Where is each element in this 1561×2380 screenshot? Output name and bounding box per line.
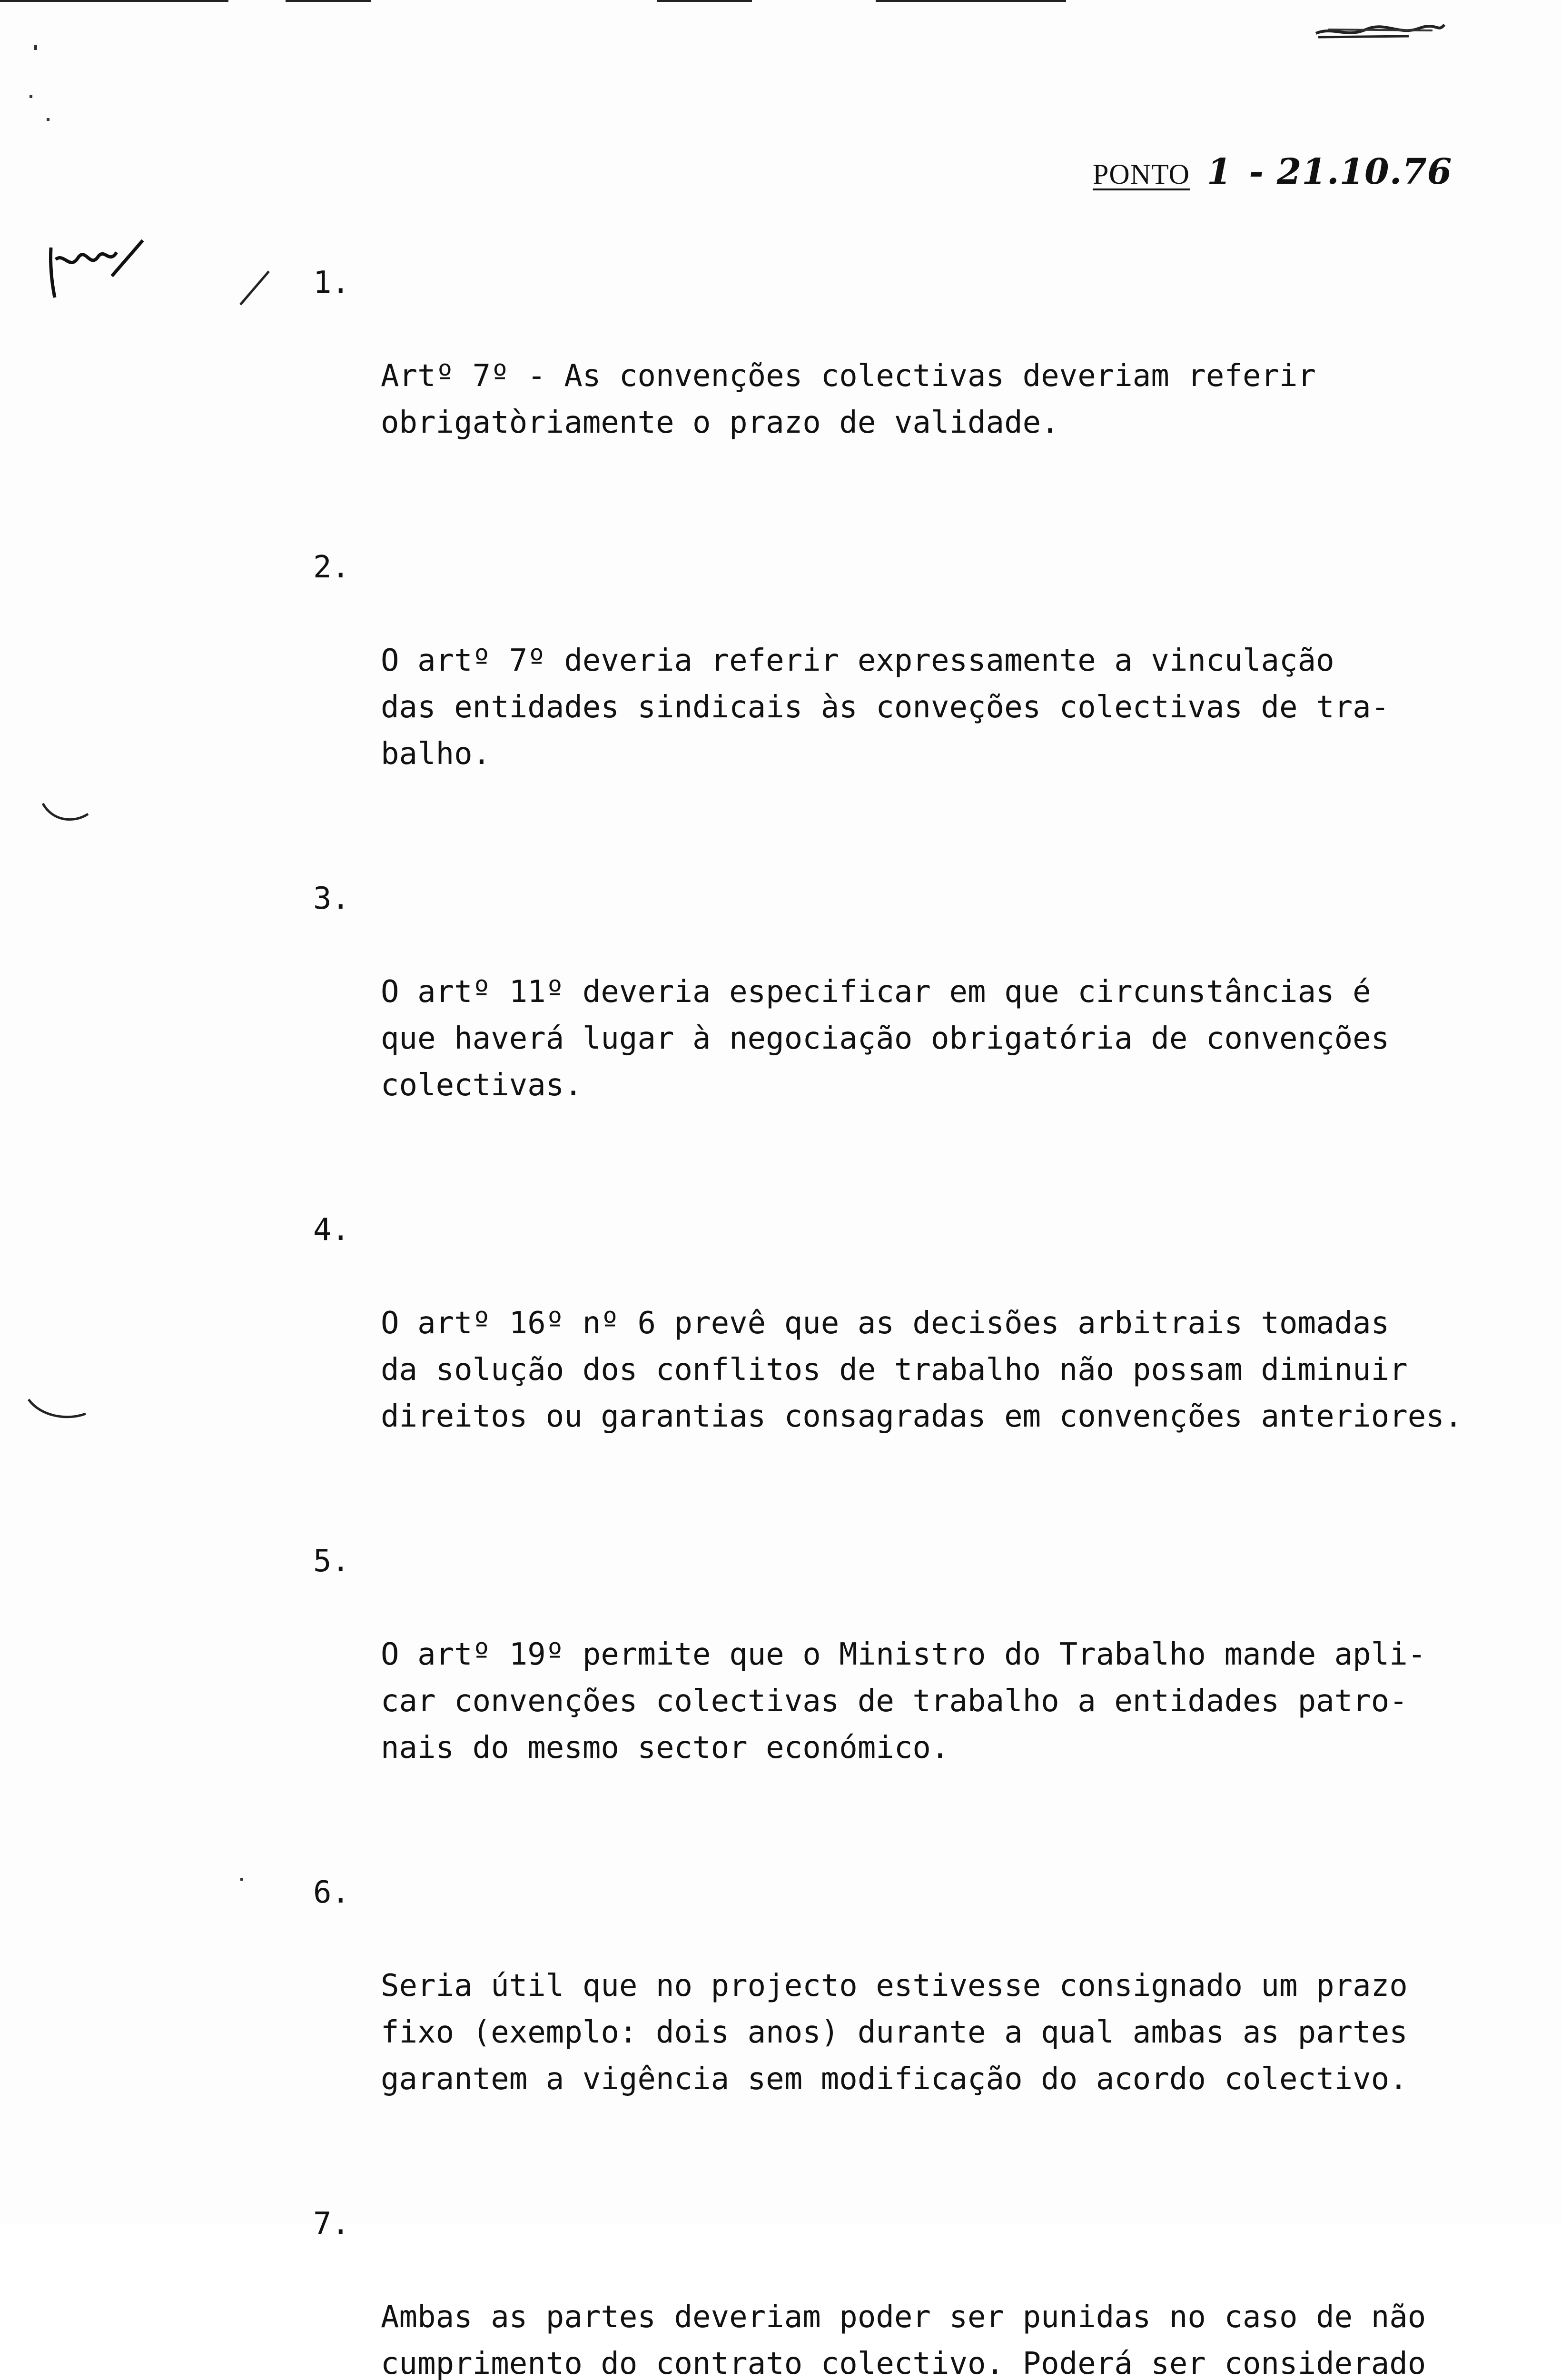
scan-edge-line [0,0,228,2]
item-text: O artº 19º permite que o Ministro do Trabalho mande apli- car convenções colectivas de trabalho a entidades patro- nais do mesmo sector económico. [381,1637,1426,1765]
list-item [305,2201,1523,2380]
speck [47,118,49,121]
list-item [305,1869,1523,2149]
page-header [1093,151,1452,192]
item-number: 7. [313,2206,350,2241]
slash-mark [238,269,271,307]
item-number: 1. [313,265,350,300]
item-number: 4. [313,1212,350,1248]
item-text: O artº 11º deveria especificar em que circunstâncias é que haverá lugar à negociação obrigatória de convenções colectivas. [381,974,1390,1103]
list-item [305,1538,1523,1818]
scan-edge-line [286,0,371,2]
list-item [305,544,1523,824]
item-text: Seria útil que no projecto estivesse consignado um prazo fixo (exemplo: dois anos) durante a qual ambas as partes garantem a vigência sem modificação do acordo colectivo. [381,1968,1408,2097]
item-number: 6. [313,1875,350,1910]
observations-list [305,259,1523,2380]
top-scribble-annotation [1314,19,1447,43]
item-number: 3. [313,881,350,916]
item-number: 5. [313,1544,350,1579]
list-item [305,259,1523,493]
handwritten-point-number: 1 [1206,151,1232,192]
ponto-label: PONTO [1093,159,1190,190]
speck [30,95,32,98]
item-text: Ambas as partes deveriam poder ser punidas no caso de não cumprimento do contrato colectivo. Poderá ser considerado [381,2300,1426,2380]
speck [34,45,37,50]
margin-curve-mark [26,1397,88,1426]
item-text: O artº 7º deveria referir expressamente a vinculação das entidades sindicais às conveções colectivas de tra- balho. [381,643,1390,772]
margin-initials-signature [45,238,145,300]
margin-curve-mark [40,800,93,828]
speck [240,1878,243,1881]
list-item [305,875,1523,1155]
scan-edge-line [876,0,1066,2]
list-item [305,1207,1523,1487]
item-number: 2. [313,550,350,585]
scan-edge-line [657,0,752,2]
item-text: O artº 16º nº 6 prevê que as decisões arbitrais tomadas da solução dos conflitos de trabalho não possam diminuir direitos ou garantias consagradas em convenções anteriores. [381,1306,1463,1434]
handwritten-date: - 21.10.76 [1249,151,1452,192]
item-text: Artº 7º - As convenções colectivas deveriam referir obrigatòriamente o prazo de validade. [381,358,1316,440]
